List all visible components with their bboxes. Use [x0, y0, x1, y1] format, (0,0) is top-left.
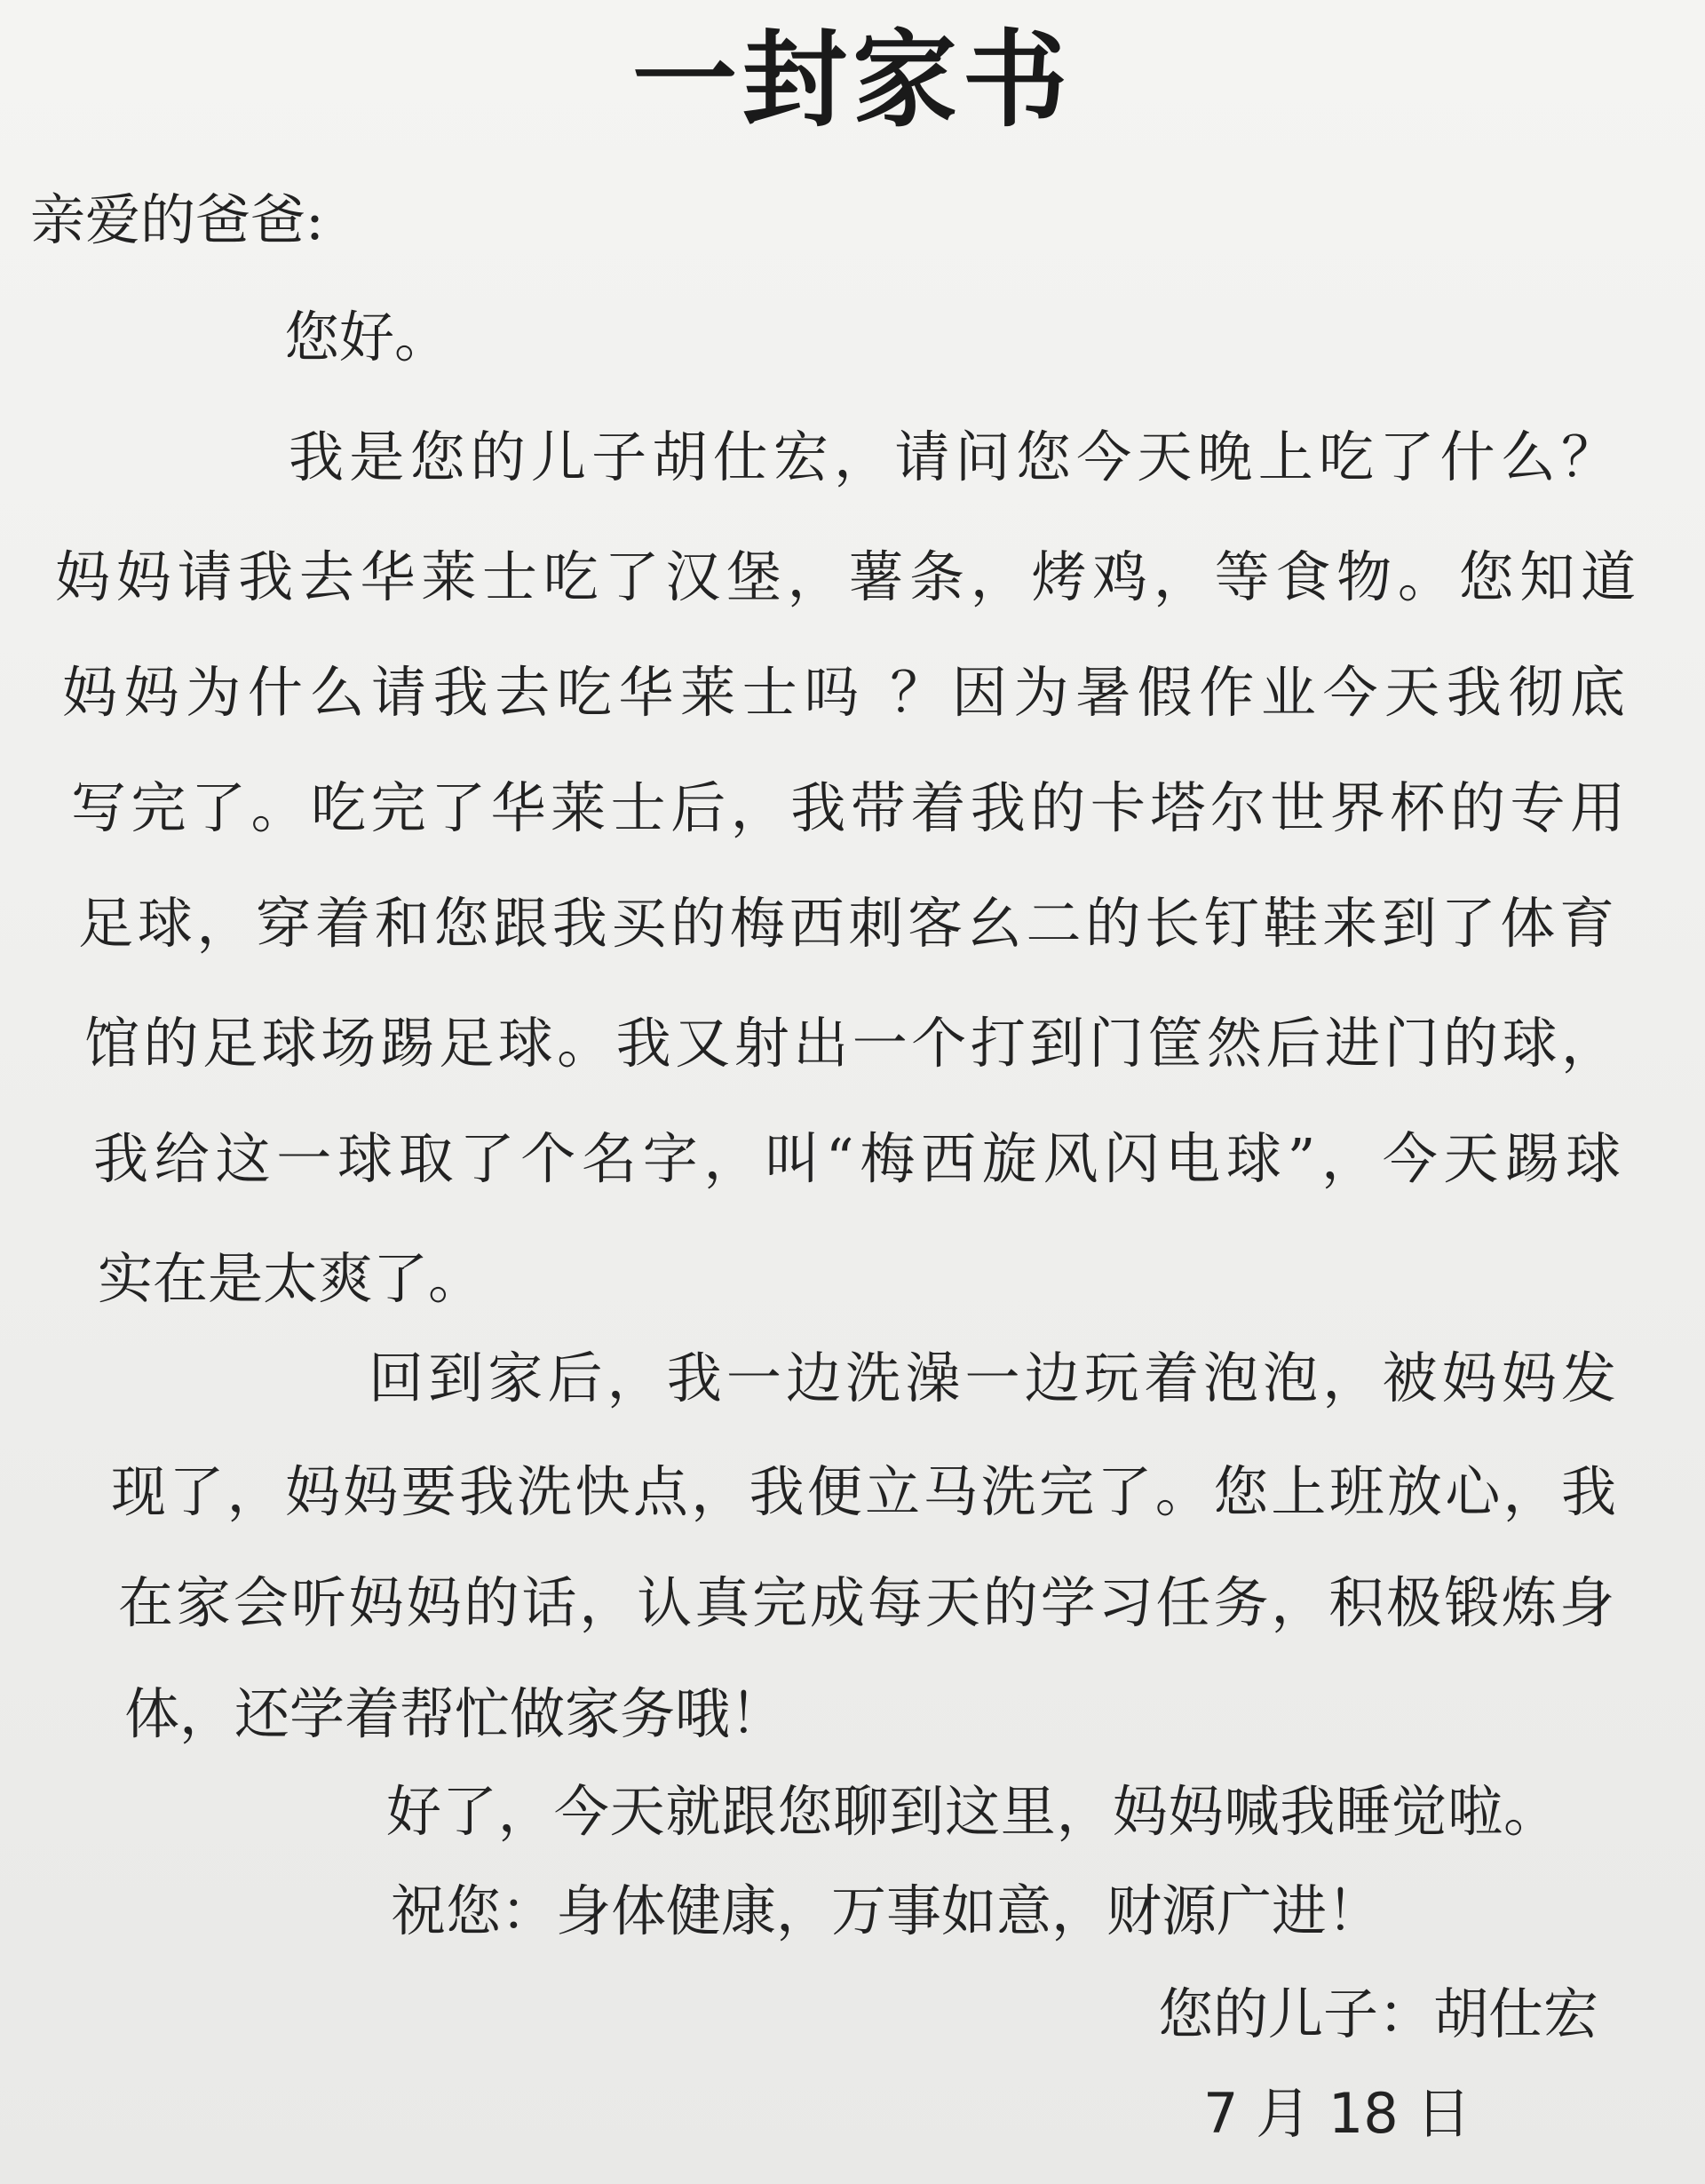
body-line-12: 体，还学着帮忙做家务哦！ [124, 1681, 786, 1746]
letter-date: 7 月 18 日 [1203, 2081, 1471, 2146]
body-line-6: 馆的足球场踢足球。我又射出一个打到门筐然后进门的球， [84, 1011, 1616, 1076]
wishes-line: 祝您：身体健康，万事如意，财源广进！ [391, 1878, 1383, 1943]
closing-line: 好了，今天就跟您聊到这里，妈妈喊我睡觉啦。 [386, 1779, 1558, 1844]
body-line-10: 现了，妈妈要我洗快点，我便立马洗完了。您上班放心，我 [111, 1459, 1616, 1524]
salutation: 亲爱的爸爸: [30, 187, 324, 252]
greeting-line: 您好。 [284, 305, 450, 369]
body-line-8: 实在是太爽了。 [98, 1246, 484, 1311]
body-line-5: 足球，穿着和您跟我买的梅西刺客幺二的长钉鞋来到了体育 [78, 891, 1614, 956]
body-line-11: 在家会听妈妈的话，认真完成每天的学习任务，积极锻炼身 [118, 1570, 1614, 1635]
body-line-7: 我给这一球取了个名字，叫“梅西旋风闪电球”，今天踢球 [93, 1126, 1621, 1191]
body-line-3: 妈妈为什么请我去吃华莱士吗 ？因为暑假作业今天我彻底 [62, 660, 1625, 725]
body-line-1: 我是您的儿子胡仕宏，请问您今天晚上吃了什么？ [289, 425, 1616, 489]
signature: 您的儿子：胡仕宏 [1157, 1981, 1598, 2046]
body-line-9: 回到家后，我一边洗澡一边玩着泡泡，被妈妈发 [369, 1346, 1616, 1410]
body-line-2: 妈妈请我去华莱士吃了汉堡，薯条，烤鸡，等食物。您知道 [55, 544, 1636, 609]
letter-title: 一封家书 [631, 19, 1073, 141]
body-line-4: 写完了。吃完了华莱士后，我带着我的卡塔尔世界杯的专用 [71, 775, 1625, 840]
